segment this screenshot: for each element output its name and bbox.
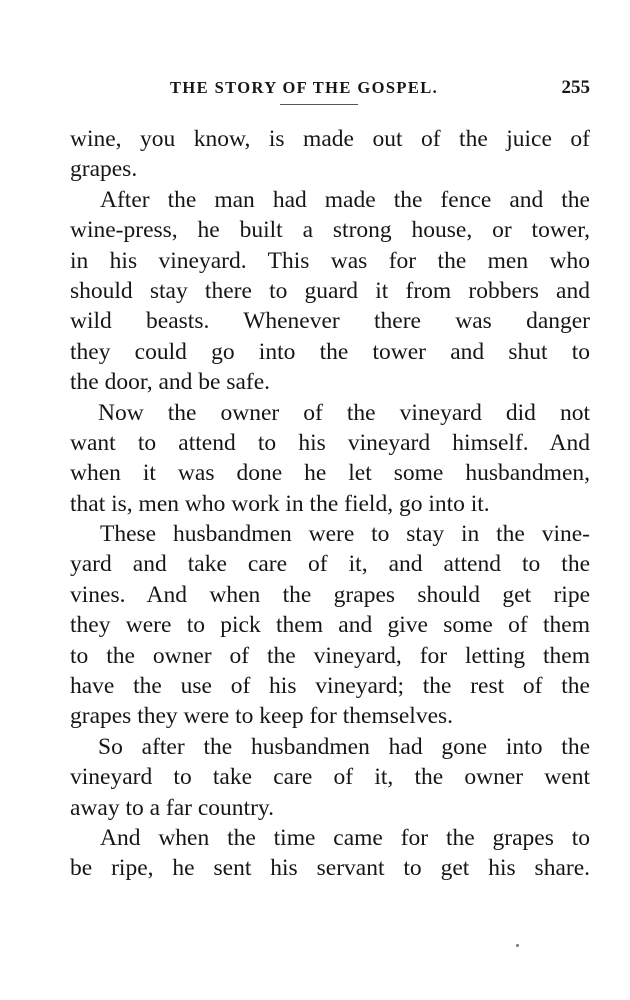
paragraph-first-line: After the man had made the fence and the <box>100 186 590 213</box>
running-title: THE STORY OF THE GOSPEL. <box>170 78 439 97</box>
text-line: grapes. <box>70 156 138 183</box>
text-line: yard and take care of it, and attend to the <box>70 551 590 578</box>
text-line: grapes they were to keep for themselves. <box>70 703 454 730</box>
text-line: they were to pick them and give some of them <box>70 612 590 639</box>
paragraph-first-line: These husbandmen were to stay in the vine- <box>100 521 590 548</box>
page-number: 255 <box>561 77 590 98</box>
text-line: be ripe, he sent his servant to get his share. <box>70 855 590 882</box>
paragraph-first-line: And when the time came for the grapes to <box>100 824 590 851</box>
paragraph-first-line: So after the husbandmen had gone into the <box>98 733 590 760</box>
text-line: wine, you know, is made out of the juice of <box>70 126 590 152</box>
print-speck <box>516 944 519 947</box>
paragraph-first-line: Now the owner of the vineyard did not <box>98 399 590 426</box>
body-text <box>70 124 590 884</box>
text-line: have the use of his vineyard; the rest of the <box>70 673 590 700</box>
text-line: wine-press, he built a strong house, or tower, <box>70 217 590 244</box>
text-line: to the owner of the vineyard, for letting them <box>70 642 590 669</box>
text-line: that is, men who work in the field, go into it. <box>70 490 490 517</box>
text-line: away to a far country. <box>70 794 275 821</box>
text-line: want to attend to his vineyard himself. And <box>70 429 590 456</box>
text-line: should stay there to guard it from robbers and <box>70 277 590 304</box>
text-line: wild beasts. Whenever there was danger <box>70 308 590 335</box>
text-line: vines. And when the grapes should get ripe <box>70 581 590 608</box>
running-head <box>70 78 592 104</box>
text-line: vineyard to take care of it, the owner went <box>70 764 590 791</box>
header-rule <box>280 104 358 105</box>
text-line: the door, and be safe. <box>70 369 271 396</box>
text-line: in his vineyard. This was for the men who <box>70 247 590 274</box>
text-line: when it was done he let some husbandmen, <box>70 460 590 487</box>
text-line: they could go into the tower and shut to <box>70 338 590 365</box>
